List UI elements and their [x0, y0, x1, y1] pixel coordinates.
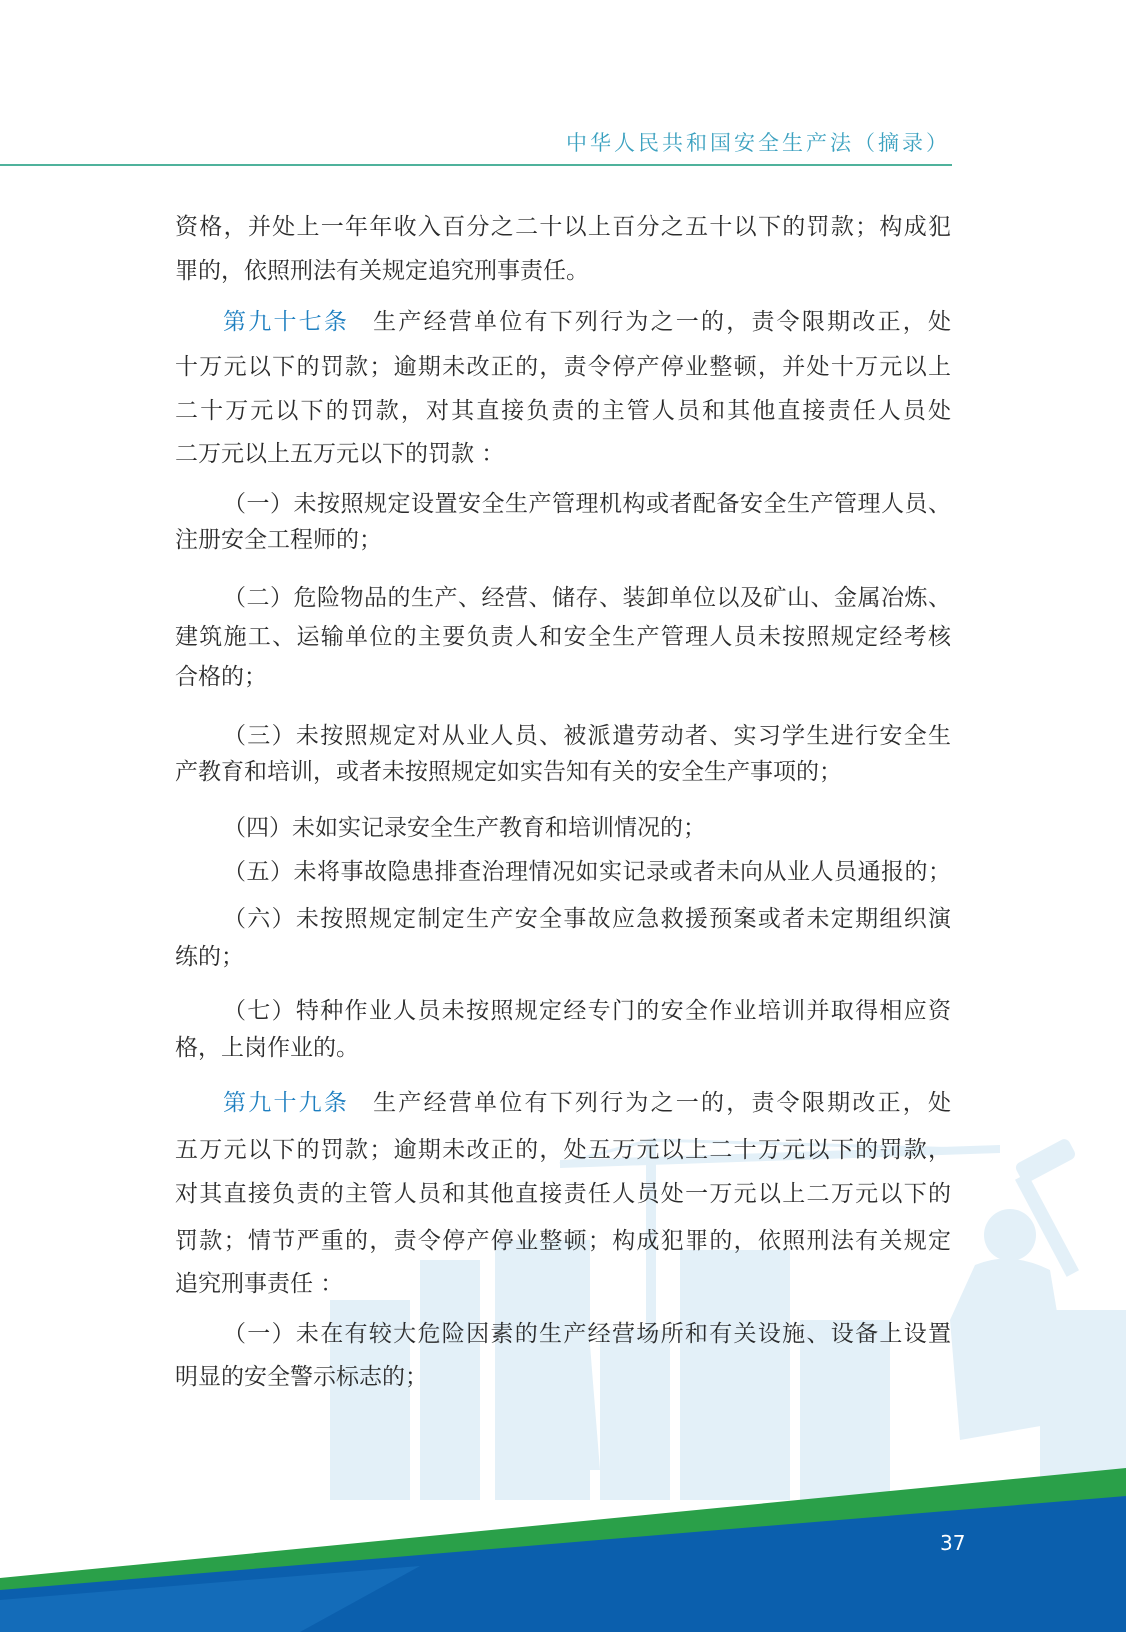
list-item-line: 注册安全工程师的； — [175, 527, 382, 553]
list-item-line: 合格的； — [175, 664, 267, 690]
list-item-line: 建筑施工、运输单位的主要负责人和安全生产管理人员未按照规定经考核 — [175, 624, 951, 650]
article-97-heading: 第九十七条 — [223, 309, 350, 335]
article-99-first-line — [175, 1087, 951, 1119]
list-item-line: （六）未按照规定制定生产安全事故应急救援预案或者未定期组织演 — [223, 906, 951, 932]
list-item-line: （四）未如实记录安全生产教育和培训情况的； — [223, 815, 706, 841]
list-item-line: （七）特种作业人员未按照规定经专门的安全作业培训并取得相应资 — [223, 998, 951, 1024]
body-line: 二十万元以下的罚款，对其直接负责的主管人员和其他直接责任人员处 — [175, 398, 951, 424]
list-item-line: （二）危险物品的生产、经营、储存、装卸单位以及矿山、金属冶炼、 — [223, 585, 951, 611]
body-line: 对其直接负责的主管人员和其他直接责任人员处一万元以上二万元以下的 — [175, 1181, 951, 1207]
list-item-line: （一）未按照规定设置安全生产管理机构或者配备安全生产管理人员、 — [223, 491, 951, 517]
page-number: 37 — [940, 1531, 966, 1555]
article-97-text: 生产经营单位有下列行为之一的，责令限期改正，处 — [373, 309, 952, 335]
list-item-line: 练的； — [175, 944, 244, 970]
body-line: 追究刑事责任 ： — [175, 1271, 344, 1297]
running-header-title: 中华人民共和国安全生产法（摘录） — [566, 131, 950, 155]
body-line: 十万元以下的罚款；逾期未改正的，责令停产停业整顿，并处十万元以上 — [175, 354, 951, 380]
list-item-line: 产教育和培训，或者未按照规定如实告知有关的安全生产事项的； — [175, 759, 842, 785]
list-item-line: （五）未将事故隐患排查治理情况如实记录或者未向从业人员通报的； — [223, 859, 951, 885]
body-line: 罚款；情节严重的，责令停产停业整顿；构成犯罪的，依照刑法有关规定 — [175, 1228, 951, 1254]
list-item-line: 格，上岗作业的。 — [175, 1035, 359, 1061]
body-line: 资格，并处上一年年收入百分之二十以上百分之五十以下的罚款；构成犯 — [175, 214, 951, 240]
list-item-line: （一）未在有较大危险因素的生产经营场所和有关设施、设备上设置 — [223, 1321, 951, 1347]
body-line: 五万元以下的罚款；逾期未改正的，处五万元以上二十万元以下的罚款， — [175, 1137, 951, 1163]
list-item-line: （三）未按照规定对从业人员、被派遣劳动者、实习学生进行安全生 — [223, 723, 951, 749]
header-divider — [0, 164, 952, 166]
article-99-heading: 第九十九条 — [223, 1090, 350, 1116]
article-99-text: 生产经营单位有下列行为之一的，责令限期改正，处 — [373, 1090, 952, 1116]
list-item-line: 明显的安全警示标志的； — [175, 1364, 428, 1390]
article-97-first-line — [175, 306, 951, 338]
body-line: 罪的，依照刑法有关规定追究刑事责任。 — [175, 258, 589, 284]
body-line: 二万元以上五万元以下的罚款 ： — [175, 441, 505, 467]
